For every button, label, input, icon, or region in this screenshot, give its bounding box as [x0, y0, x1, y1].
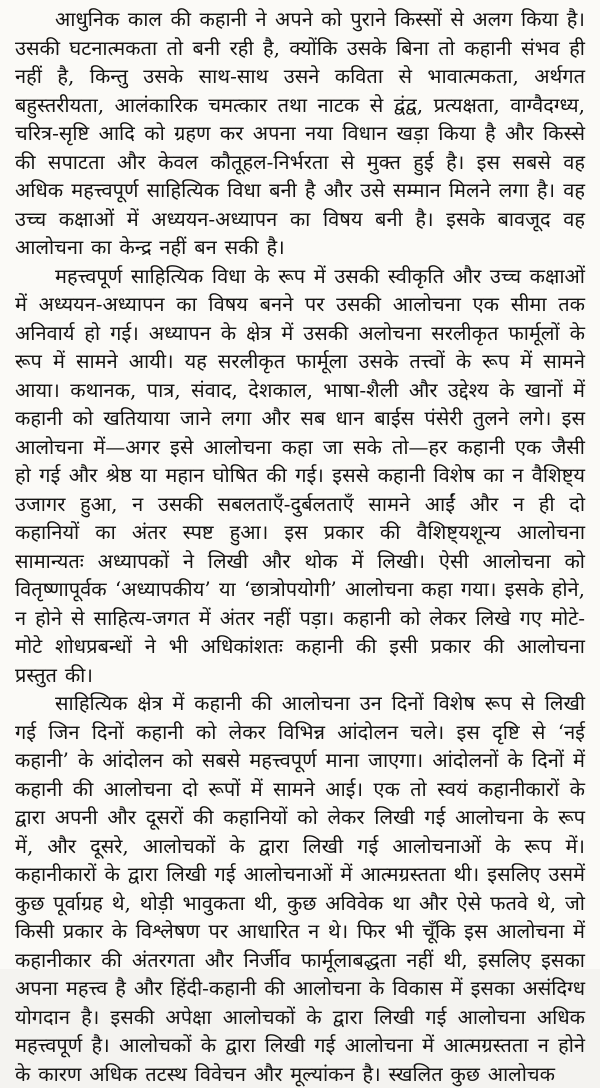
paragraph-modern-story: आधुनिक काल की कहानी ने अपने को पुराने किस्सों से अलग किया है। उसकी घटनात्मकता तो बनी रही है, क्योंकि उसके बिना तो कहानी संभव ही नहीं है, किन्तु उसके साथ-साथ उसने कविता से भावात्मकता, अर्थगत बहुस्तरीयता, आलंकारिक चमत्कार तथा नाटक से द्वंद्व, प्रत्यक्षता, वाग्वैदग्ध्य, चरित्र-सृष्टि आदि को ग्रहण कर अपना नया विधान खड़ा किया है और किस्से की सपाटता और केवल कौतूहल-निर्भरता से मुक्त हुई है। इस सबसे वह अधिक महत्त्वपूर्ण साहित्यिक विधा बनी है और उसे सम्मान मिलने लगा है। वह उच्च कक्षाओं में अध्ययन-अध्यापन का विषय बनी है। इसके बावजूद वह आलोचना का केन्द्र नहीं बन सकी है। [15, 7, 585, 259]
paragraph-teaching-criticism: महत्त्वपूर्ण साहित्यिक विधा के रूप में उसकी स्वीकृति और उच्च कक्षाओं में अध्ययन-अध्यापन का विषय बनने पर उसकी आलोचना एक सीमा तक अनिवार्य हो गई। अध्यापन के क्षेत्र में उसकी अलोचना सरलीकृत फार्मूलों के रूप में सामने आयी। यह सरलीकृत फार्मूला उसके तत्त्वों के रूप में सामने आया। कथानक, पात्र, संवाद, देशकाल, भाषा-शैली और उद्देश्य के खानों में कहानी को खतियाया जाने लगा और सब धान बाईस पंसेरी तुलने लगे। इस आलोचना में—अगर इसे आलोचना कहा जा सके तो—हर कहानी एक जैसी हो गई और श्रेष्ठ या महान घोषित की गई। इससे कहानी विशेष का न वैशिष्ट्य उजागर हुआ, न उसकी सबलताएँ-दुर्बलताएँ सामने आईं और न ही दो कहानियों का अंतर स्पष्ट हुआ। इस प्रकार की वैशिष्ट्यशून्य आलोचना सामान्यतः अध्यापकों ने लिखी और थोक में लिखी। ऐसी आलोचना को वितृष्णापूर्वक ‘अध्यापकीय’ या ‘छात्रोपयोगी’ आलोचना कहा गया। इसके होने, न होने से साहित्य-जगत में अंतर नहीं पड़ा। कहानी को लेकर लिखे गए मोटे-मोटे शोधप्रबन्धों ने भी अधिकांशतः कहानी की इसी प्रकार की आलोचना प्रस्तुत की। [15, 263, 585, 687]
paragraph-movement-criticism: साहित्यिक क्षेत्र में कहानी की आलोचना उन दिनों विशेष रूप से लिखी गई जिन दिनों कहानी को लेकर विभिन्न आंदोलन चले। इस दृष्टि से ‘नई कहानी’ के आंदोलन को सबसे महत्त्वपूर्ण माना जाएगा। आंदोलनों के दिनों में कहानी की आलोचना दो रूपों में सामने आई। एक तो स्वयं कहानीकारों के द्वारा अपनी और दूसरों की कहानियों को लेकर लिखी गई आलोचना के रूप में, और दूसरे, आलोचकों के द्वारा लिखी गई आलोचनाओं के रूप में। कहानीकारों के द्वारा लिखी गई आलोचनाओं में आत्मग्रस्तता थी। इसलिए उसमें कुछ पूर्वाग्रह थे, थोड़ी भावुकता थी, कुछ अविवेक था और ऐसे फतवे थे, जो किसी प्रकार के विश्लेषण पर आधारित न थे। फिर भी चूँकि इस आलोचना में कहानीकार की अंतरगता और निर्जीव फार्मूलाबद्धता नहीं थी, इसलिए इसका अपना महत्त्व है और हिंदी-कहानी की आलोचना के विकास में इसका असंदिग्ध योगदान है। इसकी अपेक्षा आलोचकों के द्वारा लिखी गई आलोचना अधिक महत्त्वपूर्ण है। आलोचकों के द्वारा लिखी गई आलोचना में आत्मग्रस्तता न होने के कारण अधिक तटस्थ विवेचन और मूल्यांकन है। स्खलित कुछ आलोचक [15, 691, 585, 1086]
